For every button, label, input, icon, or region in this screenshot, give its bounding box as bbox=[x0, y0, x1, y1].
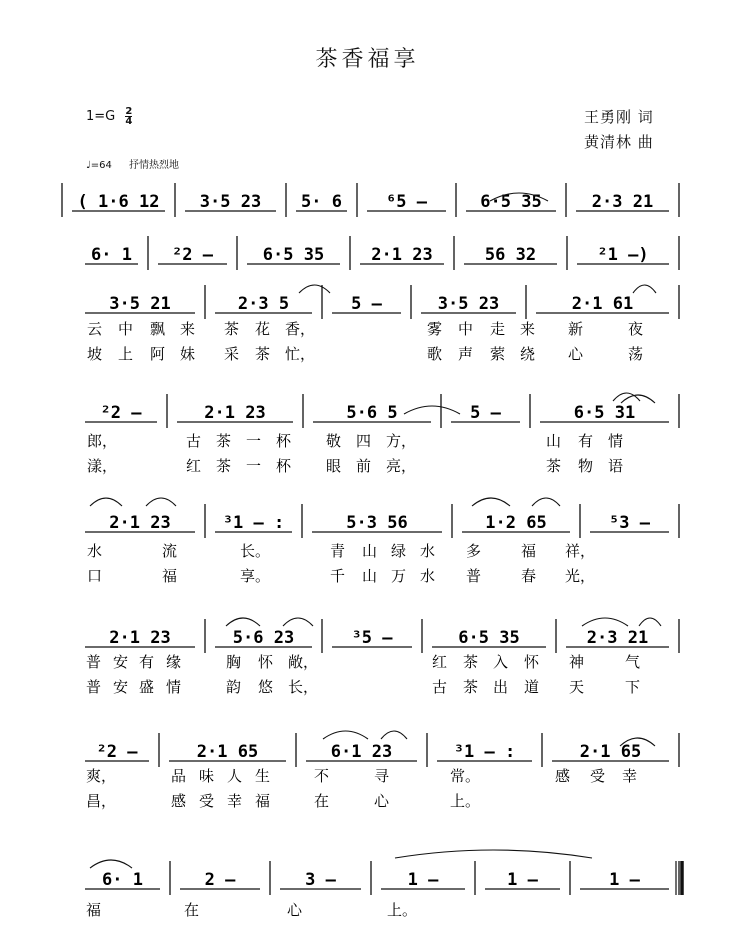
measure-notes: ⁵3 – bbox=[609, 513, 650, 533]
lyric-char: 方， bbox=[386, 432, 417, 450]
slur-line bbox=[404, 406, 460, 414]
lyric-char: 中 bbox=[118, 320, 134, 338]
lyric-char: 坡 bbox=[87, 345, 103, 363]
lyric-char: 茶 bbox=[224, 320, 240, 338]
lyric-char: 雾 bbox=[427, 320, 443, 338]
measure-notes: 3·5 23 bbox=[437, 294, 500, 314]
lyric-char: 受 bbox=[199, 792, 215, 810]
lyric-char: 茶 bbox=[216, 457, 232, 475]
lyric-char: 香， bbox=[285, 320, 316, 338]
lyric-char: 绕 bbox=[520, 345, 536, 363]
lyric-char: 天 bbox=[569, 678, 585, 696]
lyric-char: 悠 bbox=[258, 678, 274, 696]
key-label: 1=G bbox=[86, 109, 116, 124]
lyric-char: 水 bbox=[420, 542, 436, 560]
measure-notes: 3·5 21 bbox=[109, 294, 171, 314]
lyric-char: 红 bbox=[432, 653, 448, 671]
lyric-char: 郎， bbox=[87, 432, 118, 450]
lyric-char: 情 bbox=[166, 678, 182, 696]
lyric-char: 普 bbox=[86, 678, 102, 696]
tempo-value: ♩=64 bbox=[86, 160, 112, 171]
lyric-char: 来 bbox=[520, 320, 536, 338]
lyric-char: 杯 bbox=[276, 457, 292, 475]
lyric-char: 荡 bbox=[628, 345, 644, 363]
lyric-char: 杯 bbox=[276, 432, 292, 450]
slur-line bbox=[90, 860, 132, 868]
lyric-char: 歌 bbox=[427, 345, 443, 363]
page-title: 茶香福享 bbox=[315, 47, 420, 72]
lyric-char: 敬 bbox=[326, 432, 342, 450]
lyric-char: 四 bbox=[356, 432, 372, 450]
measure-notes: ( 1·6 12 bbox=[77, 192, 160, 212]
lyric-char: 中 bbox=[458, 320, 474, 338]
measure-notes: 6·5 31 bbox=[573, 403, 636, 423]
slur-line bbox=[226, 618, 260, 626]
measure-notes: ²1 –) bbox=[597, 245, 649, 265]
lyric-char: 茶 bbox=[546, 457, 562, 475]
measure-notes: 2·1 23 bbox=[204, 403, 266, 423]
measure-notes: 6·5 35 bbox=[458, 628, 520, 648]
lyric-char: 福 bbox=[255, 792, 271, 810]
measure-notes: 6·1 23 bbox=[330, 742, 393, 762]
lyric-char: 一 bbox=[246, 457, 262, 475]
lyric-char: 青 bbox=[330, 542, 346, 560]
slur-line bbox=[582, 618, 628, 626]
lyric-char: 不 bbox=[314, 767, 330, 785]
measure-notes: 56 32 bbox=[484, 245, 537, 265]
lyric-char: 山 bbox=[362, 567, 378, 585]
lyric-char: 绿 bbox=[391, 542, 407, 560]
lyric-char: 万 bbox=[391, 567, 407, 585]
lyric-char: 生 bbox=[255, 767, 271, 785]
lyric-char: 前 bbox=[356, 457, 372, 475]
lyric-char: 在 bbox=[314, 792, 330, 810]
lyric-char: 心 bbox=[568, 345, 584, 363]
slur-line bbox=[395, 850, 592, 858]
lyric-char: 道 bbox=[524, 678, 540, 696]
measure-notes: 1 – bbox=[407, 870, 439, 890]
measure-notes: 2 – bbox=[204, 870, 236, 890]
lyric-char: 普 bbox=[466, 567, 482, 585]
lyric-char: 出 bbox=[493, 678, 509, 696]
lyric-char: 福 bbox=[521, 542, 537, 560]
lyric-char: 红 bbox=[186, 457, 202, 475]
lyric-char: 上。 bbox=[387, 901, 418, 919]
lyric-char: 上。 bbox=[450, 792, 481, 810]
slur-line bbox=[613, 393, 640, 401]
measure-notes: 2·3 21 bbox=[586, 628, 649, 648]
lyric-char: 忙， bbox=[285, 345, 316, 363]
measure-notes: 6·5 35 bbox=[480, 192, 542, 212]
lyric-char: 古 bbox=[186, 432, 202, 450]
lyric-char: 来 bbox=[180, 320, 196, 338]
lyric-char: 语 bbox=[608, 457, 624, 475]
lyric-char: 怀 bbox=[524, 653, 540, 671]
measure-notes: 2·1 61 bbox=[571, 294, 634, 314]
slur-line bbox=[299, 285, 330, 293]
slur-line bbox=[532, 498, 560, 506]
slur-line bbox=[323, 731, 368, 739]
time-sig-top: 2 bbox=[125, 106, 133, 117]
measure-notes: 5·6 23 bbox=[232, 628, 295, 648]
lyric-char: 流 bbox=[162, 542, 178, 560]
lyric-char: 茶 bbox=[255, 345, 271, 363]
lyric-char: 味 bbox=[199, 767, 215, 785]
lyric-char: 有 bbox=[578, 432, 594, 450]
measure-notes: 1 – bbox=[609, 870, 640, 890]
lyric-char: 神 bbox=[569, 653, 585, 671]
measure-notes: 2·1 23 bbox=[109, 513, 171, 533]
lyric-char: 情 bbox=[608, 432, 624, 450]
lyric-char: 幸 bbox=[622, 767, 638, 785]
measure-notes: 3·5 23 bbox=[199, 192, 262, 212]
lyric-char: 盛 bbox=[139, 678, 155, 696]
lyric-char: 幸 bbox=[227, 792, 243, 810]
lyric-char: 妹 bbox=[180, 345, 196, 363]
lyric-char: 人 bbox=[227, 767, 243, 785]
measure-notes: ⁶5 – bbox=[386, 192, 427, 212]
slur-line bbox=[639, 618, 661, 626]
lyric-char: 新 bbox=[568, 320, 584, 338]
lyric-char: 感 bbox=[171, 792, 187, 810]
slur-line bbox=[283, 618, 313, 626]
lyric-char: 长， bbox=[288, 678, 319, 696]
lyric-char: 亮， bbox=[386, 457, 417, 475]
lyric-char: 胸 bbox=[226, 653, 242, 671]
lyric-char: 漾， bbox=[87, 457, 118, 475]
measure-notes: ³5 – bbox=[351, 628, 393, 648]
lyric-char: 入 bbox=[493, 653, 509, 671]
lyric-char: 茶 bbox=[463, 653, 479, 671]
lyric-char: 福 bbox=[86, 901, 102, 919]
lyric-char: 茶 bbox=[463, 678, 479, 696]
lyric-char: 安 bbox=[113, 678, 129, 696]
lyric-char: 安 bbox=[113, 653, 129, 671]
lyric-char: 怀 bbox=[258, 653, 274, 671]
lyric-char: 普 bbox=[86, 653, 102, 671]
lyric-char: 茶 bbox=[216, 432, 232, 450]
measure-notes: 6· 1 bbox=[102, 870, 143, 890]
lyric-char: 敞， bbox=[288, 653, 319, 671]
measure-notes: 3 – bbox=[305, 870, 336, 890]
measure-notes: 5 – bbox=[351, 294, 382, 314]
lyric-char: 气 bbox=[625, 653, 641, 671]
lyric-char: 山 bbox=[546, 432, 562, 450]
measure-notes: 1·2 65 bbox=[485, 513, 547, 533]
lyric-char: 品 bbox=[171, 767, 187, 785]
lyric-char: 享。 bbox=[240, 567, 271, 585]
lyric-char: 缘 bbox=[166, 653, 182, 671]
lyric-char: 在 bbox=[184, 901, 200, 919]
measure-notes: 1 – bbox=[507, 870, 538, 890]
measure-notes: 2·3 21 bbox=[591, 192, 654, 212]
lyric-char: 祥， bbox=[565, 542, 596, 560]
slur-line bbox=[472, 498, 510, 506]
measure-notes: ³1 – : bbox=[453, 742, 516, 762]
lyric-char: 萦 bbox=[490, 345, 506, 363]
lyric-char: 寻 bbox=[374, 767, 390, 785]
measure-notes: 6· 1 bbox=[91, 245, 132, 265]
lyric-char: 心 bbox=[287, 901, 303, 919]
lyric-char: 心 bbox=[374, 792, 390, 810]
measure-notes: ²2 – bbox=[100, 403, 142, 423]
lyric-char: 一 bbox=[246, 432, 262, 450]
slur-line bbox=[381, 731, 407, 739]
slur-line bbox=[146, 498, 176, 506]
lyric-char: 光， bbox=[565, 567, 596, 585]
lyric-char: 下 bbox=[625, 678, 641, 696]
lyric-char: 有 bbox=[139, 653, 155, 671]
lyric-char: 昌， bbox=[86, 792, 117, 810]
measure-notes: ³1 – : bbox=[222, 513, 285, 533]
lyric-char: 声 bbox=[458, 345, 474, 363]
lyric-char: 花 bbox=[255, 320, 271, 338]
lyricist-credit: 王勇刚 词 bbox=[584, 108, 654, 126]
measure-notes: 5·6 5 bbox=[346, 403, 398, 423]
slur-line bbox=[633, 285, 656, 293]
lyric-char: 水 bbox=[87, 542, 103, 560]
lyric-char: 多 bbox=[466, 542, 482, 560]
measure-notes: ²2 – bbox=[172, 245, 213, 265]
measure-notes: 6·5 35 bbox=[262, 245, 325, 265]
measure-notes: 2·1 65 bbox=[579, 742, 642, 762]
lyric-char: 常。 bbox=[450, 767, 481, 785]
lyric-char: 感 bbox=[555, 767, 571, 785]
lyric-char: 走 bbox=[490, 320, 506, 338]
lyric-char: 长。 bbox=[240, 542, 271, 560]
measure-notes: 5 – bbox=[470, 403, 501, 423]
lyric-char: 水 bbox=[420, 567, 436, 585]
measure-notes: 5·3 56 bbox=[346, 513, 408, 533]
composer-credit: 黄清林 曲 bbox=[584, 133, 654, 151]
measure-notes: 2·1 65 bbox=[196, 742, 259, 762]
lyric-char: 物 bbox=[578, 457, 594, 475]
lyric-char: 采 bbox=[224, 345, 240, 363]
slur-line bbox=[90, 498, 122, 506]
lyric-char: 韵 bbox=[226, 678, 242, 696]
lyric-char: 口 bbox=[87, 567, 103, 585]
lyric-char: 春 bbox=[521, 567, 537, 585]
lyric-char: 山 bbox=[362, 542, 378, 560]
measure-notes: 2·1 23 bbox=[109, 628, 171, 648]
lyric-char: 上 bbox=[118, 345, 134, 363]
lyric-char: 夜 bbox=[628, 320, 644, 338]
lyric-char: 受 bbox=[590, 767, 606, 785]
lyric-char: 阿 bbox=[150, 345, 166, 363]
measure-notes: 2·3 5 bbox=[237, 294, 290, 314]
lyric-char: 古 bbox=[432, 678, 448, 696]
lyric-char: 爽， bbox=[86, 767, 117, 785]
lyric-char: 眼 bbox=[326, 457, 342, 475]
measure-notes: ²2 – bbox=[96, 742, 138, 762]
lyric-char: 千 bbox=[330, 567, 346, 585]
lyric-char: 福 bbox=[162, 567, 178, 585]
time-sig-bottom: 4 bbox=[125, 116, 133, 127]
lyric-char: 飘 bbox=[150, 320, 166, 338]
measure-notes: 5· 6 bbox=[301, 192, 342, 212]
expression-marking: 抒情热烈地 bbox=[129, 160, 180, 171]
lyric-char: 云 bbox=[87, 320, 103, 338]
measure-notes: 2·1 23 bbox=[371, 245, 433, 265]
